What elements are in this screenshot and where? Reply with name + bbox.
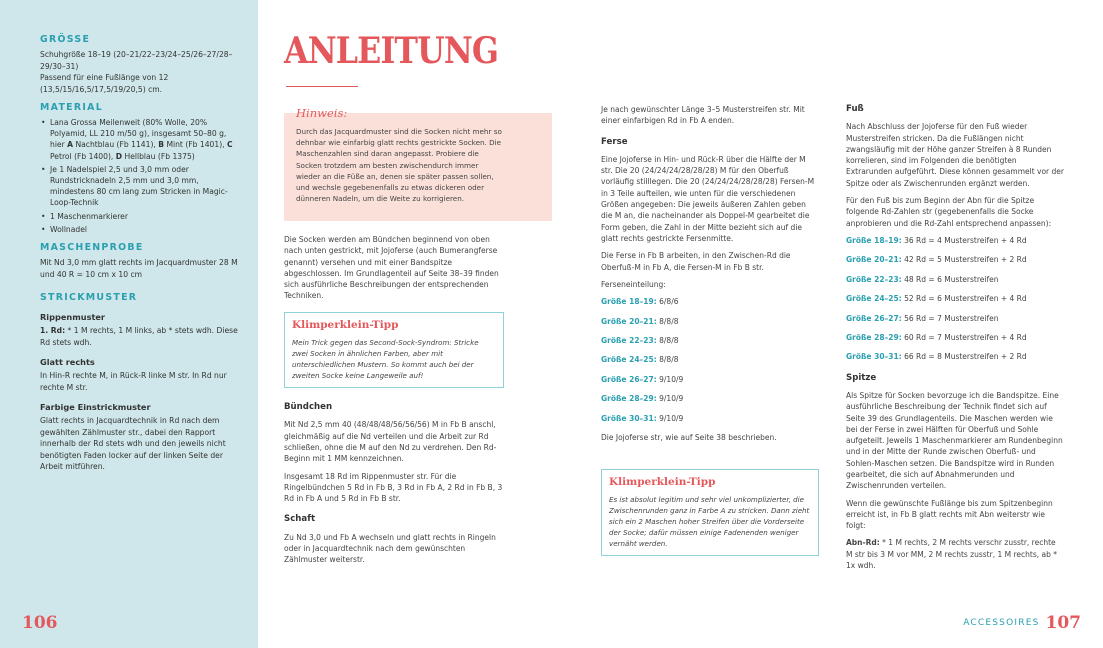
size-value: 9/10/9 [656, 413, 684, 423]
ferse-paragraph-2: Die Ferse in Fb B arbeiten, in den Zwischen-Rd die Oberfuß-M in Fb A, die Fersen-M in Fb B str. [601, 251, 791, 272]
column-2 [601, 104, 819, 570]
material-item-needle: • Wollnadel [40, 224, 240, 235]
spitze-paragraph-2: Wenn die gewünschte Fußlänge bis zum Spitzenbeginn erreicht ist, in Fb B glatt rechts mit Abn weiterstr wie folgt: [846, 498, 1053, 531]
list-item [846, 254, 1064, 265]
jojoferse-paragraph: Die Jojoferse str, wie auf Seite 38 beschrieben. [601, 432, 777, 442]
page-footer-right [963, 613, 1081, 633]
list-item [601, 374, 819, 385]
section-label: ACCESSOIRES [963, 618, 1040, 628]
info-sidebar [0, 0, 258, 648]
size-label: Größe 24–25: [846, 294, 902, 304]
page-title: ANLEITUNG [284, 30, 499, 72]
size-value: 42 Rd = 5 Musterstreifen + 2 Rd [901, 255, 1027, 265]
ferseneinteilung-label: Ferseneinteilung: [601, 279, 666, 289]
abn-rd-text: * 1 M rechts, 2 M rechts verschr zusstr, rechte M str bis 3 M vor MM, 2 M rechts zusstr, 1 M rechts, ab * 1x wdh. [846, 538, 1057, 571]
buendchen-paragraph-1: Mit Nd 2,5 mm 40 (48/48/48/56/56/56) M in Fb B anschl, gleichmäßig auf die Nd verteilen und die Arbeit zur Rd schließen, ohne die M auf den Nd zu verdrehen. Den Rd-Beginn mit 1 MM kennzeichnen. [284, 420, 497, 464]
rippenmuster-text [40, 325, 240, 348]
list-item [601, 354, 819, 365]
intro-paragraph: Die Socken werden am Bündchen beginnend von oben nach unten gestrickt, mit Jojoferse (auch Bumerangferse genannt) versehen und mit einer Bandspitze abgeschlossen. Im Grundlagenteil auf Seite 38–39 finden sich ausführliche Beschreibungen der entsprechenden Techniken. [284, 235, 499, 301]
hinweis-label: Hinweis: [296, 106, 348, 120]
color-b-letter: B [158, 140, 165, 150]
material-heading: MATERIAL [40, 102, 103, 113]
size-value: 60 Rd = 7 Musterstreifen + 4 Rd [901, 332, 1027, 342]
tipp-text-1: Mein Trick gegen das Second-Sock-Syndrom: Stricke zwei Socken in ähnlichen Farben, aber mit unterschiedlichen Mustern. So kommt auch bei der zweiten Socke keine Langeweile auf! [292, 338, 479, 381]
rippenmuster-heading: Rippenmuster [40, 312, 105, 323]
size-value: 8/8/8 [656, 316, 679, 326]
size-value: 56 Rd = 7 Musterstreifen [901, 313, 999, 323]
maschenprobe-text: Mit Nd 3,0 mm glatt rechts im Jacquardmuster 28 M und 40 R = 10 cm x 10 cm [40, 258, 238, 279]
material-list [40, 117, 240, 235]
size-label: Größe 22–23: [601, 335, 657, 345]
list-item [846, 274, 1064, 285]
color-c-text: Petrol (Fb 1400), [50, 151, 116, 161]
size-label: Größe 26–27: [846, 313, 902, 323]
color-a-text: Nachtblau (Fb 1141), [73, 140, 159, 150]
rippen-label: 1. Rd: [40, 326, 66, 336]
groesse-heading: GRÖSSE [40, 34, 91, 45]
list-item [846, 313, 1064, 324]
list-item [601, 413, 819, 424]
size-label: Größe 30–31: [846, 352, 902, 362]
size-label: Größe 20–21: [601, 316, 657, 326]
color-d-letter: D [115, 151, 123, 161]
size-value: 6/8/6 [656, 297, 679, 307]
fuss-paragraph-2: Für den Fuß bis zum Beginn der Abn für die Spitze folgende Rd-Zahlen str (gegebenenfalls die Socke anprobieren und die Rd-Zahl entsprechend anpassen): [846, 196, 1052, 228]
farbige-text: Glatt rechts in Jacquardtechnik in Rd nach dem gewählten Zählmuster str., dabei den Rapport innerhalb der Rd stets wdh und den jeweils nicht benötigten Faden locker auf der linken Seite der Arbeit mitführen. [40, 416, 226, 472]
size-label: Größe 28–29: [846, 332, 902, 342]
schaft-heading: Schaft [284, 514, 316, 525]
ferse-paragraph-1: Eine Jojoferse in Hin- und Rück-R über die Hälfte der M str. Die 20 (24/24/24/28/28/28) M für den Oberfuß vorläufig stilllegen. Die 20 (24/24/24/28/28/28) Fersen-M in 3 Teile aufteilen, wie unten für die verschiedenen Größen angegeben: Die jeweils äußeren Zahlen geben die M an, die nacheinander als Doppel-M gearbeitet die Form geben, die Zahl in der Mitte bezieht sich auf die glatt rechts gestrickte Fersenmitte. [601, 154, 815, 243]
groesse-text-2: Passend für eine Fußlänge von 12 (13,5/15/16,5/17,5/19/20,5) cm. [40, 73, 169, 94]
list-item [601, 335, 819, 346]
size-label: Größe 20–21: [846, 255, 902, 265]
material-item-marker: • 1 Maschenmarkierer [40, 211, 240, 222]
abn-rd-label: Abn-Rd: [846, 538, 880, 548]
size-value: 52 Rd = 6 Musterstreifen + 4 Rd [901, 294, 1027, 304]
list-item [846, 293, 1064, 304]
hinweis-box [284, 106, 552, 221]
tipp-box-1 [284, 312, 504, 388]
size-label: Größe 28–29: [601, 394, 657, 404]
size-label: Größe 22–23: [846, 274, 902, 284]
buendchen-heading: Bündchen [284, 402, 333, 413]
page-number-right: 107 [1045, 613, 1081, 633]
list-item [601, 316, 819, 327]
size-label: Größe 24–25: [601, 355, 657, 365]
glatt-rechts-text: In Hin-R rechte M, in Rück-R linke M str. In Rd nur rechte M str. [40, 371, 227, 392]
groesse-text-1: Schuhgröße 18–19 (20–21/22–23/24–25/26–27/28–29/30–31) [40, 50, 233, 71]
size-value: 36 Rd = 4 Musterstreifen + 4 Rd [901, 235, 1027, 245]
yarn-text: Lana Grossa Meilenweit (80% Wolle, 20% Polyamid, LL 210 m/50 g), insgesamt 50–80 g, hier [50, 118, 227, 150]
tipp-title-1: Klimperklein-Tipp [292, 318, 399, 331]
size-value: 48 Rd = 6 Musterstreifen [901, 274, 999, 284]
schaft-paragraph: Zu Nd 3,0 und Fb A wechseln und glatt rechts in Ringeln oder in Jacquardtechnik nach dem gewünschten Zählmuster weiterstr. [284, 532, 496, 565]
spitze-heading: Spitze [846, 372, 877, 383]
size-label: Größe 30–31: [601, 413, 657, 423]
column-3 [846, 104, 1064, 577]
size-label: Größe 26–27: [601, 374, 657, 384]
color-b-text: Mint (Fb 1401), [164, 140, 228, 150]
glatt-rechts-heading: Glatt rechts [40, 357, 95, 368]
sidebar-content [40, 34, 240, 473]
size-value: 8/8/8 [656, 335, 679, 345]
size-label: Größe 18–19: [846, 235, 902, 245]
list-item [846, 332, 1064, 343]
material-item-needles: • Je 1 Nadelspiel 2,5 und 3,0 mm oder Rundstricknadeln 2,5 mm und 3,0 mm, mindestens 80 cm lang zum Stricken in Magic-Loop-Technik [40, 164, 240, 209]
size-label: Größe 18–19: [601, 297, 657, 307]
color-d-text: Hellblau (Fb 1375) [122, 151, 195, 161]
farbige-heading: Farbige Einstrickmuster [40, 402, 151, 413]
strickmuster-heading: STRICKMUSTER [40, 292, 138, 304]
tipp-title-2: Klimperklein-Tipp [609, 476, 716, 489]
maschenprobe-heading: MASCHENPROBE [40, 242, 144, 254]
laenge-paragraph: Je nach gewünschter Länge 3–5 Musterstreifen str. Mit einer einfarbigen Rd in Fb A enden. [601, 105, 805, 126]
tipp-box-2 [601, 469, 819, 556]
material-item-yarn [40, 117, 240, 162]
size-value: 9/10/9 [656, 374, 684, 384]
title-divider [286, 86, 358, 87]
size-value: 9/10/9 [656, 394, 684, 404]
fuss-paragraph-1: Nach Abschluss der Jojoferse für den Fuß wieder Musterstreifen stricken. Da die Fußlängen nicht zwangsläufig mit der Höhe ganzer Streifen à 8 Runden korrelieren, sind im Folgenden die benötigten Extrarunden aufgeführt. Diese können gesammelt vor der Spitze oder als Zwischenrunden ergänzt werden. [846, 122, 1064, 188]
fuss-heading: Fuß [846, 104, 864, 114]
color-a-letter: A [67, 140, 74, 150]
spitze-paragraph-1: Als Spitze für Socken bevorzuge ich die Bandspitze. Eine ausführliche Beschreibung der Technik findet sich auf Seite 39 des Grundlagenteils. Die Maschen werden wie bei der Ferse in zwei Hälften für Oberfuß und Sohle aufgeteilt. Jeweils 1 Maschenmarkierer am Rundenbeginn und in der Mitte der Runde zwischen Oberfuß- und Sohlen-Maschen setzen. Die Bandspitze wird in Runden gearbeitet, die sich auf Abnahmerunden und Zwischenrunden verteilen. [846, 390, 1063, 491]
list-item [601, 393, 819, 404]
color-c-letter: C [227, 140, 233, 150]
rippen-body: * 1 M rechts, 1 M links, ab * stets wdh. Diese Rd stets wdh. [40, 326, 238, 347]
fuss-size-list [846, 235, 1064, 363]
list-item [846, 235, 1064, 246]
tipp-text-2: Es ist absolut legitim und sehr viel unkomplizierter, die Zwischenrunden ganz in Farbe A zu stricken. Dann zieht sich ein 2 Maschen hoher Streifen über die Vorderseite der Socke; dafür müssen einige Fadenenden weniger vernäht werden. [609, 495, 810, 549]
size-value: 8/8/8 [656, 355, 679, 365]
list-item [601, 296, 819, 307]
column-1 [284, 234, 504, 572]
ferse-size-list [601, 296, 819, 424]
ferse-heading: Ferse [601, 136, 628, 147]
abn-rd-paragraph [846, 537, 1064, 571]
page-number-left: 106 [22, 613, 58, 633]
size-value: 66 Rd = 8 Musterstreifen + 2 Rd [901, 352, 1027, 362]
list-item [846, 351, 1064, 362]
buendchen-paragraph-2: Insgesamt 18 Rd im Rippenmuster str. Für die Ringelbündchen 5 Rd in Fb B, 3 Rd in Fb A, 2 Rd in Fb B, 3 Rd in Fb A und 5 Rd in Fb B str. [284, 471, 503, 504]
hinweis-text: Durch das Jacquardmuster sind die Socken nicht mehr so dehnbar wie einfarbig glatt rechts gestrickte Socken. Die Maschenzahlen sind daran angepasst. Probiere die Socken trotzdem am besten zwischendurch immer wieder an die Füße an, denen sie später passen sollen, und wechsle gegebenenfalls zu etwas dickeren oder dünneren Nadeln, um die Weite zu korrigieren. [296, 127, 502, 204]
